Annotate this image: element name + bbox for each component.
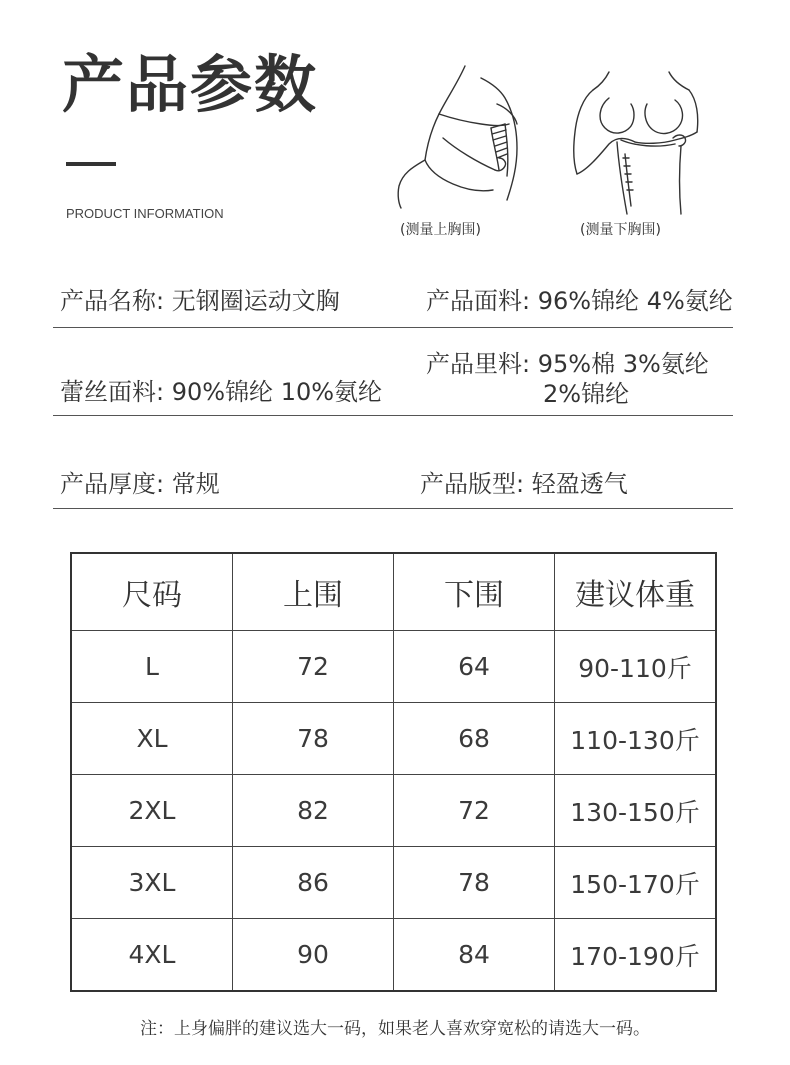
table-row [71,919,716,992]
spec-value: 95%棉 3%氨纶 [537,350,709,378]
spec-label: 产品版型: [420,470,532,498]
table-row [71,703,716,775]
spec-lace [60,372,382,407]
row-divider [53,415,733,416]
spec-value: 无钢圈运动文胸 [171,287,340,315]
table-row [71,775,716,847]
spec-product-name [60,281,340,316]
page-subtitle: PRODUCT INFORMATION [66,206,224,221]
row-divider [53,327,733,328]
cell-upper: 86 [233,847,394,919]
cell-under: 72 [394,775,555,847]
spec-label: 产品面料: [426,287,538,315]
spec-value: 轻盈透气 [531,470,628,498]
cell-under: 68 [394,703,555,775]
cell-upper: 72 [233,631,394,703]
spec-style [420,464,628,499]
table-row [71,847,716,919]
cell-size: 4XL [71,919,233,992]
spec-label: 产品里料: [426,350,538,378]
col-header-under: 下围 [394,553,555,631]
cell-under: 84 [394,919,555,992]
cell-weight: 130-150斤 [555,775,717,847]
size-table [70,552,717,992]
table-row [71,631,716,703]
spec-lining-line2: 2%锦纶 [543,380,630,408]
cell-size: L [71,631,233,703]
table-header-row [71,553,716,631]
page-title: 产品参数 [62,48,319,121]
spec-fabric [426,281,733,316]
size-note: 注：上身偏胖的建议选大一码，如果老人喜欢穿宽松的请选大一码。 [140,1019,650,1039]
spec-label: 产品名称: [60,287,172,315]
upper-bust-measure-illustration [395,58,555,218]
under-bust-caption: (测量下胸围) [580,222,661,238]
row-divider [53,508,733,509]
spec-value: 常规 [171,470,220,498]
cell-weight: 150-170斤 [555,847,717,919]
spec-value: 90%锦纶 10%氨纶 [171,378,383,406]
cell-weight: 110-130斤 [555,703,717,775]
spec-label: 蕾丝面料: [60,378,172,406]
cell-upper: 82 [233,775,394,847]
cell-weight: 170-190斤 [555,919,717,992]
col-header-upper: 上围 [233,553,394,631]
cell-weight: 90-110斤 [555,631,717,703]
spec-thickness [60,464,220,499]
spec-value: 96%锦纶 4%氨纶 [537,287,733,315]
cell-size: 2XL [71,775,233,847]
col-header-size: 尺码 [71,553,233,631]
cell-size: XL [71,703,233,775]
spec-label: 产品厚度: [60,470,172,498]
cell-under: 78 [394,847,555,919]
cell-upper: 90 [233,919,394,992]
cell-upper: 78 [233,703,394,775]
col-header-weight: 建议体重 [555,553,717,631]
cell-under: 64 [394,631,555,703]
under-bust-measure-illustration [565,58,725,218]
upper-bust-caption: (测量上胸围) [400,222,481,238]
cell-size: 3XL [71,847,233,919]
title-divider [66,162,116,166]
